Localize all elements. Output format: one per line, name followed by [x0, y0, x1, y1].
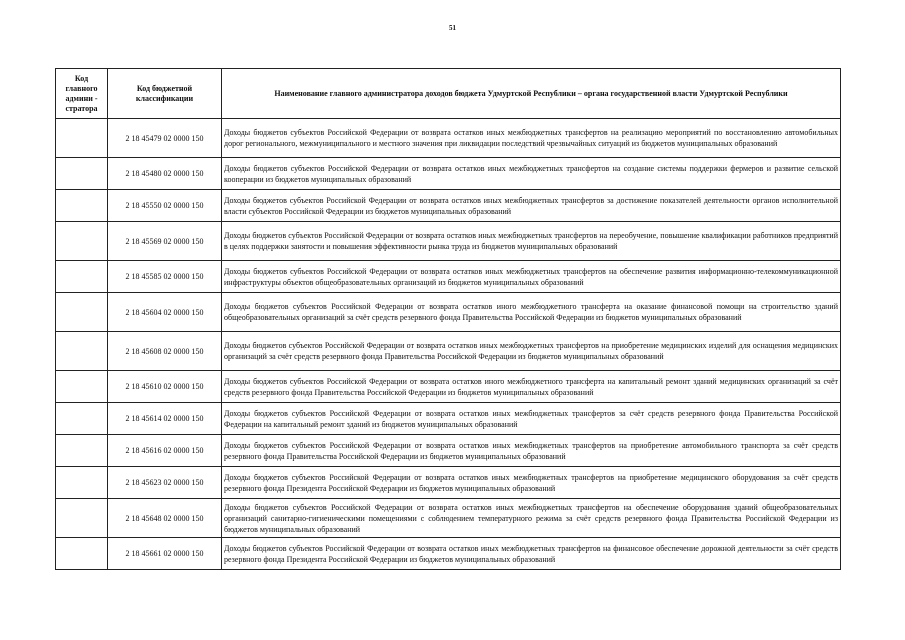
income-name-cell: Доходы бюджетов субъектов Российской Федерации от возврата остатков иных межбюджетных трансфертов на приобретение медицинского оборудования за счёт средств резервного фонда Президента Российской Федерации из бюджетов муниципальных образований — [222, 467, 841, 499]
header-name: Наименование главного администратора доходов бюджета Удмуртской Республики – органа государственной власти Удмуртской Республики — [222, 69, 841, 119]
income-name-cell: Доходы бюджетов субъектов Российской Федерации от возврата остатков иных межбюджетных трансфертов на обеспечение оборудования зданий общеобразовательных организаций санитарно-гигиеническими помещениями с соблюдением температурного режима за счёт средств резервного фонда Правительства Российской Федерации из бюджетов муниципальных образований — [222, 499, 841, 538]
admin-code-cell — [56, 332, 108, 371]
admin-code-cell — [56, 467, 108, 499]
budget-code-cell: 2 18 45608 02 0000 150 — [108, 332, 222, 371]
table-row — [56, 293, 841, 332]
admin-code-cell — [56, 158, 108, 190]
table-row — [56, 222, 841, 261]
table-row — [56, 467, 841, 499]
budget-code-cell: 2 18 45610 02 0000 150 — [108, 371, 222, 403]
admin-code-cell — [56, 190, 108, 222]
budget-classification-table — [55, 68, 841, 570]
table-header-row — [56, 69, 841, 119]
budget-code-cell: 2 18 45585 02 0000 150 — [108, 261, 222, 293]
table-row — [56, 371, 841, 403]
income-name-cell: Доходы бюджетов субъектов Российской Федерации от возврата остатков иных межбюджетных трансфертов за достижение показателей деятельности органов исполнительной власти субъектов Российской Федерации из бюджетов муниципальных образований — [222, 190, 841, 222]
page-number: 51 — [449, 24, 456, 32]
budget-code-cell: 2 18 45648 02 0000 150 — [108, 499, 222, 538]
income-name-cell: Доходы бюджетов субъектов Российской Федерации от возврата остатков иных межбюджетных трансфертов за счёт средств резервного фонда Правительства Российской Федерации на капитальный ремонт зданий из бюджетов муниципальных образований — [222, 403, 841, 435]
admin-code-cell — [56, 261, 108, 293]
table-row — [56, 190, 841, 222]
income-name-cell: Доходы бюджетов субъектов Российской Федерации от возврата остатков иного межбюджетного трансферта на оказание финансовой помощи на строительство зданий общеобразовательных организаций за счёт средств резервного фонда Правительства Российской Федерации из бюджетов муниципальных образований — [222, 293, 841, 332]
admin-code-cell — [56, 403, 108, 435]
income-name-cell: Доходы бюджетов субъектов Российской Федерации от возврата остатков иных межбюджетных трансфертов на финансовое обеспечение дорожной деятельности за счёт средств резервного фонда Президента Российской Федерации из бюджетов муниципальных образований — [222, 538, 841, 570]
table-row — [56, 261, 841, 293]
admin-code-cell — [56, 499, 108, 538]
budget-code-cell: 2 18 45604 02 0000 150 — [108, 293, 222, 332]
budget-code-cell: 2 18 45661 02 0000 150 — [108, 538, 222, 570]
table-body — [56, 119, 841, 570]
budget-code-cell: 2 18 45616 02 0000 150 — [108, 435, 222, 467]
admin-code-cell — [56, 371, 108, 403]
admin-code-cell — [56, 538, 108, 570]
header-admin-code: Код главного админи - стратора — [56, 69, 108, 119]
table-row — [56, 119, 841, 158]
admin-code-cell — [56, 222, 108, 261]
table-row — [56, 435, 841, 467]
table-row — [56, 538, 841, 570]
income-name-cell: Доходы бюджетов субъектов Российской Федерации от возврата остатков иного межбюджетного трансферта на капитальный ремонт зданий медицинских организаций за счёт средств резервного фонда Правительства Российской Федерации из бюджетов муниципальных образований — [222, 371, 841, 403]
budget-code-cell: 2 18 45480 02 0000 150 — [108, 158, 222, 190]
budget-code-cell: 2 18 45479 02 0000 150 — [108, 119, 222, 158]
table-row — [56, 403, 841, 435]
income-name-cell: Доходы бюджетов субъектов Российской Федерации от возврата остатков иных межбюджетных трансфертов на реализацию мероприятий по восстановлению автомобильных дорог регионального, межмуниципального и местного значения при ликвидации последствий чрезвычайных ситуаций из бюджетов муниципальных образований — [222, 119, 841, 158]
budget-code-cell: 2 18 45550 02 0000 150 — [108, 190, 222, 222]
table-row — [56, 158, 841, 190]
admin-code-cell — [56, 119, 108, 158]
budget-code-cell: 2 18 45569 02 0000 150 — [108, 222, 222, 261]
income-name-cell: Доходы бюджетов субъектов Российской Федерации от возврата остатков иных межбюджетных трансфертов на создание системы поддержки фермеров и развитие сельской кооперации из бюджетов муниципальных образований — [222, 158, 841, 190]
admin-code-cell — [56, 435, 108, 467]
table-row — [56, 499, 841, 538]
income-name-cell: Доходы бюджетов субъектов Российской Федерации от возврата остатков иных межбюджетных трансфертов на переобучение, повышение квалификации работников предприятий в целях поддержки занятости и повышения эффективности рынка труда из бюджетов муниципальных образований — [222, 222, 841, 261]
income-name-cell: Доходы бюджетов субъектов Российской Федерации от возврата остатков иных межбюджетных трансфертов на обеспечение развития информационно-телекоммуникационной инфраструктуры объектов общеобразовательных организаций из бюджетов муниципальных образований — [222, 261, 841, 293]
admin-code-cell — [56, 293, 108, 332]
income-name-cell: Доходы бюджетов субъектов Российской Федерации от возврата остатков иных межбюджетных трансфертов на приобретение медицинских изделий для оснащения медицинских организаций за счёт средств резервного фонда Правительства Российской Федерации из бюджетов муниципальных образований — [222, 332, 841, 371]
budget-code-cell: 2 18 45623 02 0000 150 — [108, 467, 222, 499]
header-budget-code: Код бюджетной классификации — [108, 69, 222, 119]
budget-code-cell: 2 18 45614 02 0000 150 — [108, 403, 222, 435]
table-row — [56, 332, 841, 371]
income-name-cell: Доходы бюджетов субъектов Российской Федерации от возврата остатков иных межбюджетных трансфертов на приобретение автомобильного транспорта за счёт средств резервного фонда Правительства Российской Федерации из бюджетов муниципальных образований — [222, 435, 841, 467]
